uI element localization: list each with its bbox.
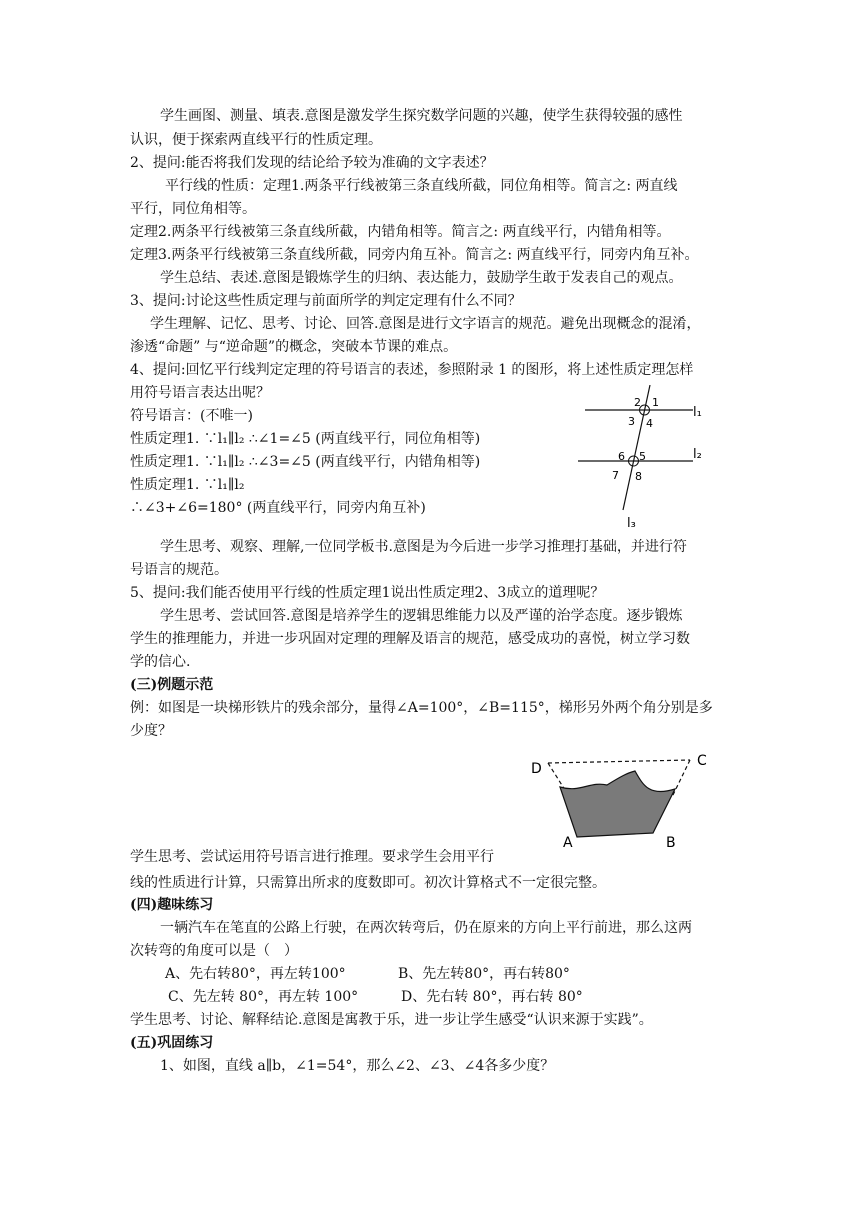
para-7: 学生思考、讨论、解释结论.意图是寓教于乐，进一步让学生感受“认识来源于实践”。 <box>130 1012 653 1028</box>
angle-label-3: 3 <box>628 415 635 428</box>
vertex-label-b: B <box>666 835 676 851</box>
option-c: C、先左转 80°，再左转 100° <box>168 989 359 1005</box>
section-3-heading: (三)例题示范 <box>130 677 214 693</box>
para-1-line-1: 学生画图、测量、填表.意图是激发学生探究数学问题的兴趣，使学生获得较强的感性 <box>160 108 683 124</box>
option-b: B、先左转80°，再右转80° <box>398 966 570 982</box>
example-line-1: 例：如图是一块梯形铁片的残余部分，量得∠A=100°，∠B=115°，梯形另外两个角分别是多 <box>130 700 713 716</box>
para-4-line-1: 学生思考、观察、理解,一位同学板书.意图是为今后进一步学习推理打基础，并进行符 <box>160 539 687 555</box>
example-line-2: 少度？ <box>130 723 172 739</box>
theorem-1-line-2: 平行，同位角相等。 <box>130 201 256 217</box>
angle-label-4: 4 <box>646 417 653 430</box>
question-3: 3、提问:讨论这些性质定理与前面所学的判定定理有什么不同？ <box>130 293 522 309</box>
fun-exercise-line-2: 次转弯的角度可以是（ ） <box>130 943 298 959</box>
symbol-theorem-1: 性质定理1. ∵l₁∥l₂ ∴∠1=∠5 (两直线平行，同位角相等) <box>130 431 481 447</box>
para-1-line-2: 认识，便于探索两直线平行的性质定理。 <box>130 132 382 148</box>
para-6-line-1: 学生思考、尝试运用符号语言进行推理。要求学生会用平行 <box>130 849 494 865</box>
para-3-line-2: 渗透“命题” 与“逆命题”的概念，突破本节课的难点。 <box>130 339 458 355</box>
line-label-l1: l₁ <box>693 405 702 420</box>
angle-label-5: 5 <box>639 450 646 463</box>
question-5: 5、提问:我们能否使用平行线的性质定理1说出性质定理2、3成立的道理呢？ <box>130 585 605 601</box>
theorem-2: 定理2.两条平行线被第三条直线所截，内错角相等。简言之: 两直线平行，内错角相等。 <box>130 224 671 240</box>
angle-label-2: 2 <box>634 396 641 409</box>
para-6-line-2: 线的性质进行计算，只需算出所求的度数即可。初次计算格式不一定很完整。 <box>130 875 606 891</box>
angle-label-1: 1 <box>652 396 659 409</box>
vertex-label-a: A <box>563 835 573 851</box>
symbol-theorem-3-conclusion: ∴∠3+∠6=180° (两直线平行，同旁内角互补) <box>130 500 426 516</box>
para-2: 学生总结、表述.意图是锻炼学生的归纳、表达能力，鼓励学生敢于发表自己的观点。 <box>160 270 683 286</box>
fun-exercise-line-1: 一辆汽车在笔直的公路上行驶，在两次转弯后，仍在原来的方向上平行前进，那么这两 <box>160 920 692 936</box>
line-label-l3: l₃ <box>627 516 636 531</box>
trapezoid-figure <box>525 745 725 855</box>
question-4-line-2: 用符号语言表达出呢？ <box>130 385 270 401</box>
para-3-line-1: 学生理解、记忆、思考、讨论、回答.意图是进行文字语言的规范。避免出现概念的混淆， <box>150 316 701 332</box>
exercise-1: 1、如图，直线 a∥b，∠1=54°，那么∠2、∠3、∠4各多少度？ <box>160 1058 555 1074</box>
iron-plate-remnant <box>560 771 675 837</box>
theorem-3: 定理3.两条平行线被第三条直线所截，同旁内角互补。简言之: 两直线平行，同旁内角互补。 <box>130 247 699 263</box>
dashed-line-cb <box>672 760 690 797</box>
theorem-1-line-1: 平行线的性质：定理1.两条平行线被第三条直线所截，同位角相等。简言之: 两直线 <box>165 178 678 194</box>
option-d: D、先右转 80°，再右转 80° <box>401 989 583 1005</box>
para-5-line-1: 学生思考、尝试回答.意图是培养学生的逻辑思维能力以及严谨的治学态度。逐步锻炼 <box>160 608 683 624</box>
vertex-label-d: D <box>531 761 542 777</box>
question-4-line-1: 4、提问:回忆平行线判定定理的符号语言的表述，参照附录 1 的图形，将上述性质定理怎样 <box>130 362 694 378</box>
para-4-line-2: 号语言的规范。 <box>130 562 228 578</box>
section-4-heading: (四)趣味练习 <box>130 897 214 913</box>
dashed-line-dc <box>548 760 690 763</box>
symbol-theorem-3: 性质定理1. ∵l₁∥l₂ <box>130 477 245 493</box>
line-label-l2: l₂ <box>693 447 702 462</box>
para-5-line-3: 学的信心. <box>130 654 191 670</box>
vertex-label-c: C <box>697 753 707 769</box>
parallel-lines-figure <box>575 385 715 535</box>
symbol-language-title: 符号语言：(不唯一) <box>130 408 253 424</box>
option-a: A、先右转80°，再左转100° <box>165 966 346 982</box>
angle-label-7: 7 <box>612 469 619 482</box>
para-5-line-2: 学生的推理能力，并进一步巩固对定理的理解及语言的规范，感受成功的喜悦，树立学习数 <box>130 631 690 647</box>
question-2: 2、提问:能否将我们发现的结论给予较为准确的文字表述？ <box>130 155 494 171</box>
dashed-line-da <box>548 763 565 790</box>
angle-label-6: 6 <box>618 450 625 463</box>
section-5-heading: (五)巩固练习 <box>130 1035 214 1051</box>
symbol-theorem-2: 性质定理1. ∵l₁∥l₂ ∴∠3=∠5 (两直线平行，内错角相等) <box>130 454 481 470</box>
angle-label-8: 8 <box>635 470 642 483</box>
